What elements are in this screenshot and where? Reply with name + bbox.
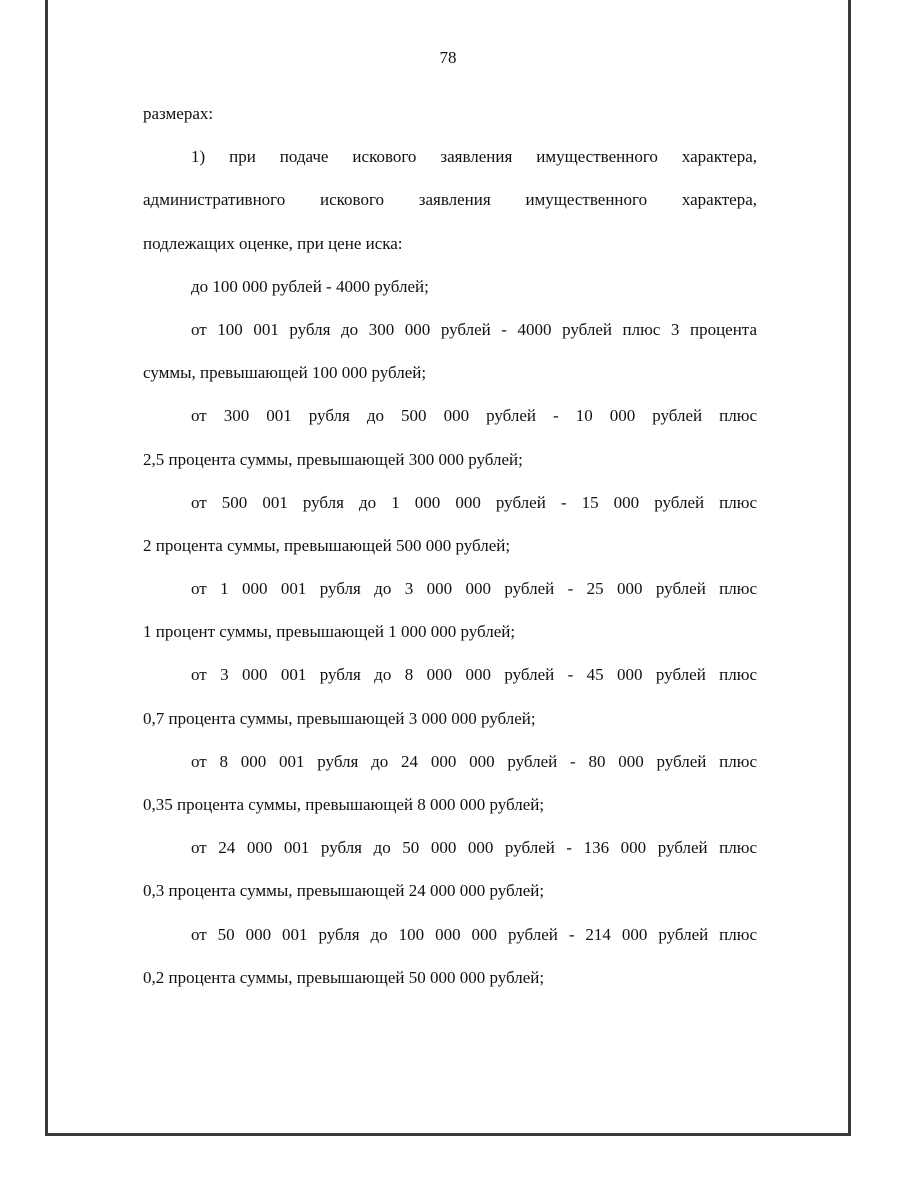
page-number: 78 — [439, 48, 457, 67]
text-line: 2 процента суммы, превышающей 500 000 рублей; — [143, 535, 511, 555]
text-line: от 50 000 001 рубля до 100 000 000 рублей - 214 000 рублей плюс — [191, 924, 757, 944]
text-line: от 24 000 001 рубля до 50 000 000 рублей - 136 000 рублей плюс — [191, 838, 757, 858]
text-line: от 3 000 001 рубля до 8 000 000 рублей - 45 000 рублей плюс — [191, 665, 757, 685]
text-line: от 500 001 рубля до 1 000 000 рублей - 15 000 рублей плюс — [191, 492, 757, 512]
text-line: 0,3 процента суммы, превышающей 24 000 000 рублей; — [143, 881, 545, 901]
text-line: 1 процент суммы, превышающей 1 000 000 рублей; — [143, 622, 516, 642]
text-line: 0,35 процента суммы, превышающей 8 000 000 рублей; — [143, 795, 545, 814]
text-line: подлежащих оценке, при цене иска: — [143, 233, 403, 253]
text-line: 0,7 процента суммы, превышающей 3 000 000 рублей; — [143, 708, 536, 728]
text-line: от 100 001 рубля до 300 000 рублей - 4000 рублей плюс 3 процента — [191, 319, 757, 339]
text-line: суммы, превышающей 100 000 рублей; — [143, 363, 427, 383]
text-line: 0,2 процента суммы, превышающей 50 000 000 рублей; — [143, 967, 545, 987]
text-line: до 100 000 рублей - 4000 рублей; — [191, 276, 429, 296]
page-body-text — [143, 92, 757, 999]
text-line: административного искового заявления имущественного характера, — [143, 190, 757, 210]
text-line: 2,5 процента суммы, превышающей 300 000 рублей; — [143, 449, 523, 469]
document-page — [45, 0, 851, 1136]
text-line: 1) при подаче искового заявления имущественного характера, — [191, 147, 757, 167]
text-line: от 8 000 001 рубля до 24 000 000 рублей - 80 000 рублей плюс — [191, 751, 757, 771]
text-line: размерах: — [143, 104, 214, 123]
text-line: от 1 000 001 рубля до 3 000 000 рублей - 25 000 рублей плюс — [191, 579, 757, 599]
text-line: от 300 001 рубля до 500 000 рублей - 10 000 рублей плюс — [191, 406, 757, 426]
